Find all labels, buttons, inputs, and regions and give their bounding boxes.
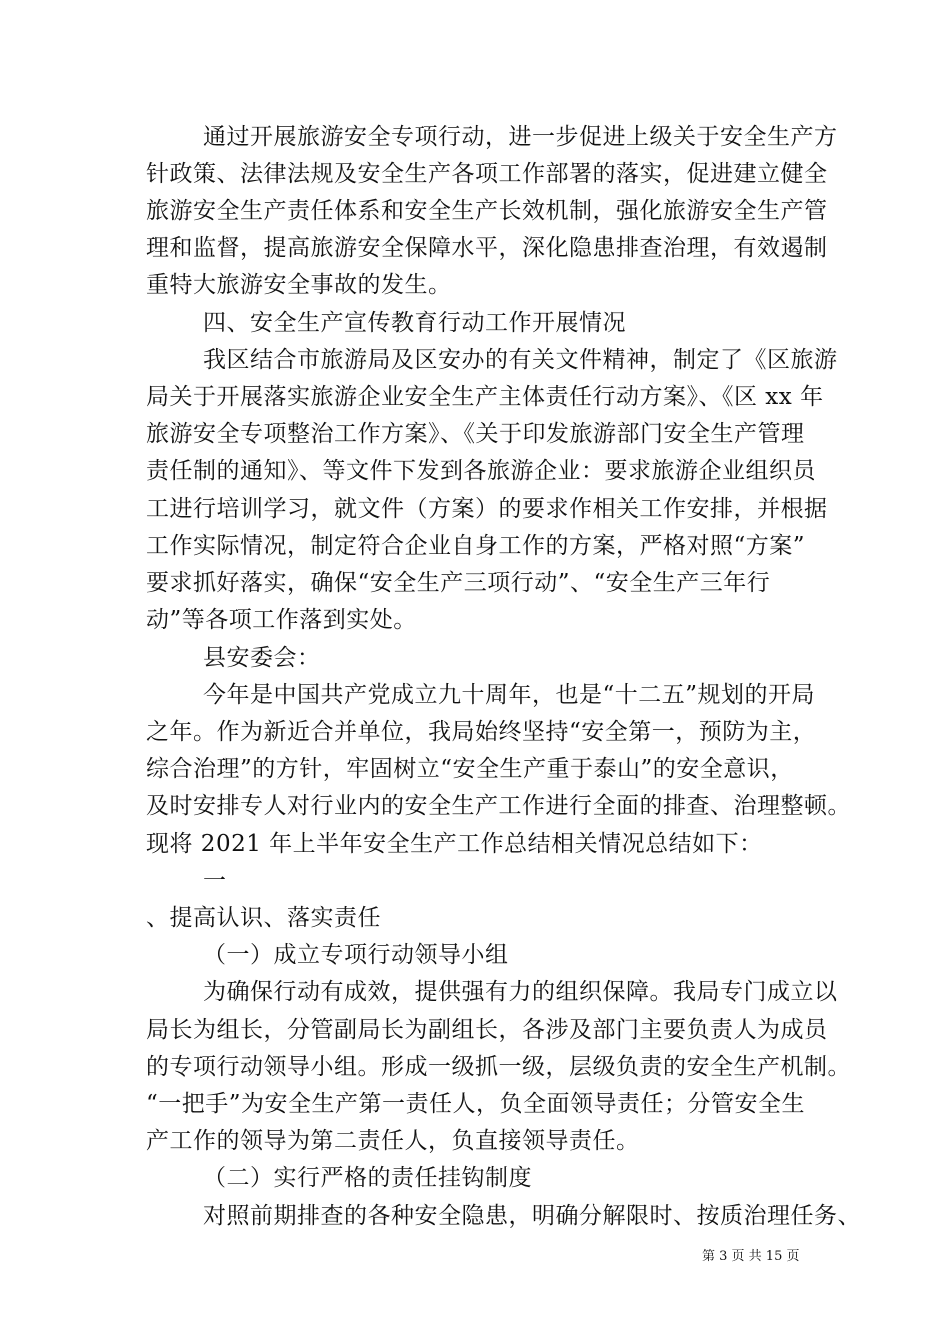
body-text-line: 旅游安全生产责任体系和安全生产长效机制，强化旅游安全生产管 — [146, 198, 828, 224]
body-text-line: “一把手”为安全生产第一责任人，负全面领导责任；分管安全生 — [146, 1091, 806, 1117]
subsection-heading: （二）实行严格的责任挂钩制度 — [203, 1165, 532, 1191]
body-text-line: 现将 2021 年上半年安全生产工作总结相关情况总结如下： — [146, 831, 763, 857]
body-text-line: 动”等各项工作落到实处。 — [146, 607, 417, 633]
body-text-line: 工作实际情况，制定符合企业自身工作的方案，严格对照“方案” — [146, 533, 806, 559]
page-number-footer: 第 3 页 共 15 页 — [702, 1249, 800, 1264]
body-text-line: 责任制的通知》、等文件下发到各旅游企业：要求旅游企业组织员 — [146, 458, 816, 484]
body-text-line: 的专项行动领导小组。形成一级抓一级，层级负责的安全生产机制。 — [146, 1054, 851, 1080]
subsection-heading: （一）成立专项行动领导小组 — [203, 942, 509, 968]
section-heading: 、提高认识、落实责任 — [146, 905, 381, 931]
body-text-line: 局长为组长，分管副局长为副组长，各涉及部门主要负责人为成员 — [146, 1017, 828, 1043]
body-text-line: 产工作的领导为第二责任人，负直接领导责任。 — [146, 1128, 640, 1154]
section-heading: 四、安全生产宣传教育行动工作开展情况 — [203, 310, 626, 336]
body-text-line: 通过开展旅游安全专项行动，进一步促进上级关于安全生产方 — [203, 124, 838, 150]
body-text-line: 旅游安全专项整治工作方案》、《关于印发旅游部门安全生产管理 — [146, 421, 805, 447]
body-text-line: 重特大旅游安全事故的发生。 — [146, 272, 452, 298]
body-text-line: 理和监督，提高旅游安全保障水平，深化隐患排查治理，有效遏制 — [146, 235, 828, 261]
body-text-line: 及时安排专人对行业内的安全生产工作进行全面的排查、治理整顿。 — [146, 793, 851, 819]
section-number: 一 — [203, 868, 227, 894]
body-text-line: 综合治理”的方针，牢固树立“安全生产重于泰山”的安全意识， — [146, 756, 794, 782]
body-text-line: 为确保行动有成效，提供强有力的组织保障。我局专门成立以 — [203, 979, 838, 1005]
body-text-line: 针政策、法律法规及安全生产各项工作部署的落实，促进建立健全 — [146, 161, 828, 187]
salutation: 县安委会： — [203, 645, 321, 671]
body-text-line: 我区结合市旅游局及区安办的有关文件精神，制定了《区旅游 — [203, 347, 838, 373]
body-text-line: 对照前期排查的各种安全隐患，明确分解限时、按质治理任务、 — [203, 1203, 861, 1229]
body-text-line: 局关于开展落实旅游企业安全生产主体责任行动方案》、《区 xx 年 — [146, 384, 824, 410]
body-text-line: 今年是中国共产党成立九十周年，也是“十二五”规划的开局 — [203, 682, 816, 708]
body-text-line: 要求抓好落实，确保“安全生产三项行动”、“安全生产三年行 — [146, 570, 771, 596]
body-text-line: 之年。作为新近合并单位，我局始终坚持“安全第一，预防为主， — [146, 719, 817, 745]
body-text-line: 工进行培训学习，就文件（方案）的要求作相关工作安排，并根据 — [146, 496, 828, 522]
